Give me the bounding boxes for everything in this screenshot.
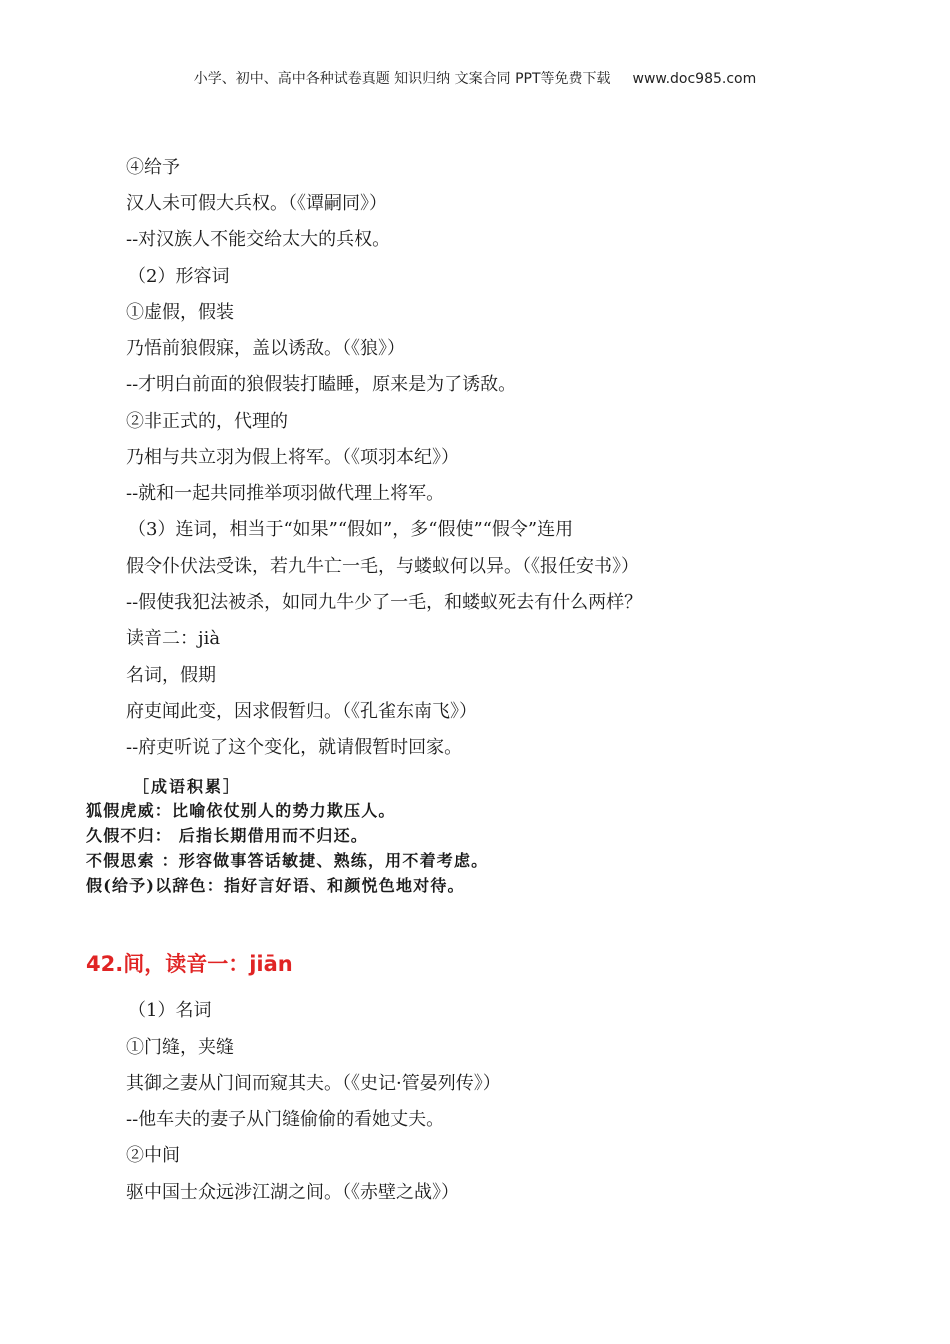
text-line: ④给予 bbox=[126, 157, 180, 178]
idiom-entry: 久假不归： 后指长期借用而不归还。 bbox=[86, 826, 368, 845]
text-line: 汉人未可假大兵权。（《谭嗣同》） bbox=[126, 193, 387, 214]
text-line: 驱中国士众远涉江湖之间。（《赤壁之战》） bbox=[126, 1182, 459, 1203]
text-line: --他车夫的妻子从门缝偷偷的看她丈夫。 bbox=[126, 1109, 445, 1130]
text-line: （1）名词 bbox=[128, 1000, 212, 1021]
text-line: 乃悟前狼假寐，盖以诱敌。（《狼》） bbox=[126, 338, 405, 359]
text-line: --对汉族人不能交给太大的兵权。 bbox=[126, 229, 391, 250]
text-line: 其御之妻从门间而窥其夫。（《史记·管晏列传》） bbox=[126, 1073, 501, 1094]
text-line: 乃相与共立羽为假上将军。（《项羽本纪》） bbox=[126, 447, 459, 468]
header-text: 小学、初中、高中各种试卷真题 知识归纳 文案合同 PPT等免费下载 bbox=[193, 71, 611, 87]
text-line: ②非正式的，代理的 bbox=[126, 411, 288, 432]
idiom-entry: 假(给予)以辞色：指好言好语、和颜悦色地对待。 bbox=[86, 876, 465, 895]
text-line: 府吏闻此变，因求假暂归。（《孔雀东南飞》） bbox=[126, 701, 477, 722]
text-line: ①门缝，夹缝 bbox=[126, 1037, 234, 1058]
text-line: ②中间 bbox=[126, 1145, 180, 1166]
text-line: --假使我犯法被杀，如同九牛少了一毛，和蝼蚁死去有什么两样？ bbox=[126, 592, 643, 613]
text-line: --就和一起共同推举项羽做代理上将军。 bbox=[126, 483, 445, 504]
page-header bbox=[0, 68, 950, 88]
header-site-link[interactable]: www.doc985.com bbox=[632, 71, 757, 87]
text-line: --府吏听说了这个变化，就请假暂时回家。 bbox=[126, 737, 463, 758]
text-line: 名词，假期 bbox=[126, 665, 216, 686]
section-heading: 42.间，读音一：jiān bbox=[86, 952, 293, 976]
text-line: （3）连词，相当于“如果”“假如”，多“假使”“假令”连用 bbox=[128, 519, 574, 540]
idiom-entry: 不假思索 ：形容做事答话敏捷、熟练，用不着考虑。 bbox=[86, 851, 489, 870]
idiom-section-title: ［成语积累］ bbox=[133, 777, 242, 796]
text-line: --才明白前面的狼假装打瞌睡，原来是为了诱敌。 bbox=[126, 374, 517, 395]
text-line: 读音二：jià bbox=[126, 628, 221, 649]
text-line: ①虚假，假装 bbox=[126, 302, 234, 323]
text-line: 假令仆伏法受诛，若九牛亡一毛，与蝼蚁何以异。（《报任安书》） bbox=[126, 556, 639, 577]
idiom-entry: 狐假虎威：比喻依仗别人的势力欺压人。 bbox=[86, 801, 396, 820]
text-line: （2）形容词 bbox=[128, 266, 230, 287]
